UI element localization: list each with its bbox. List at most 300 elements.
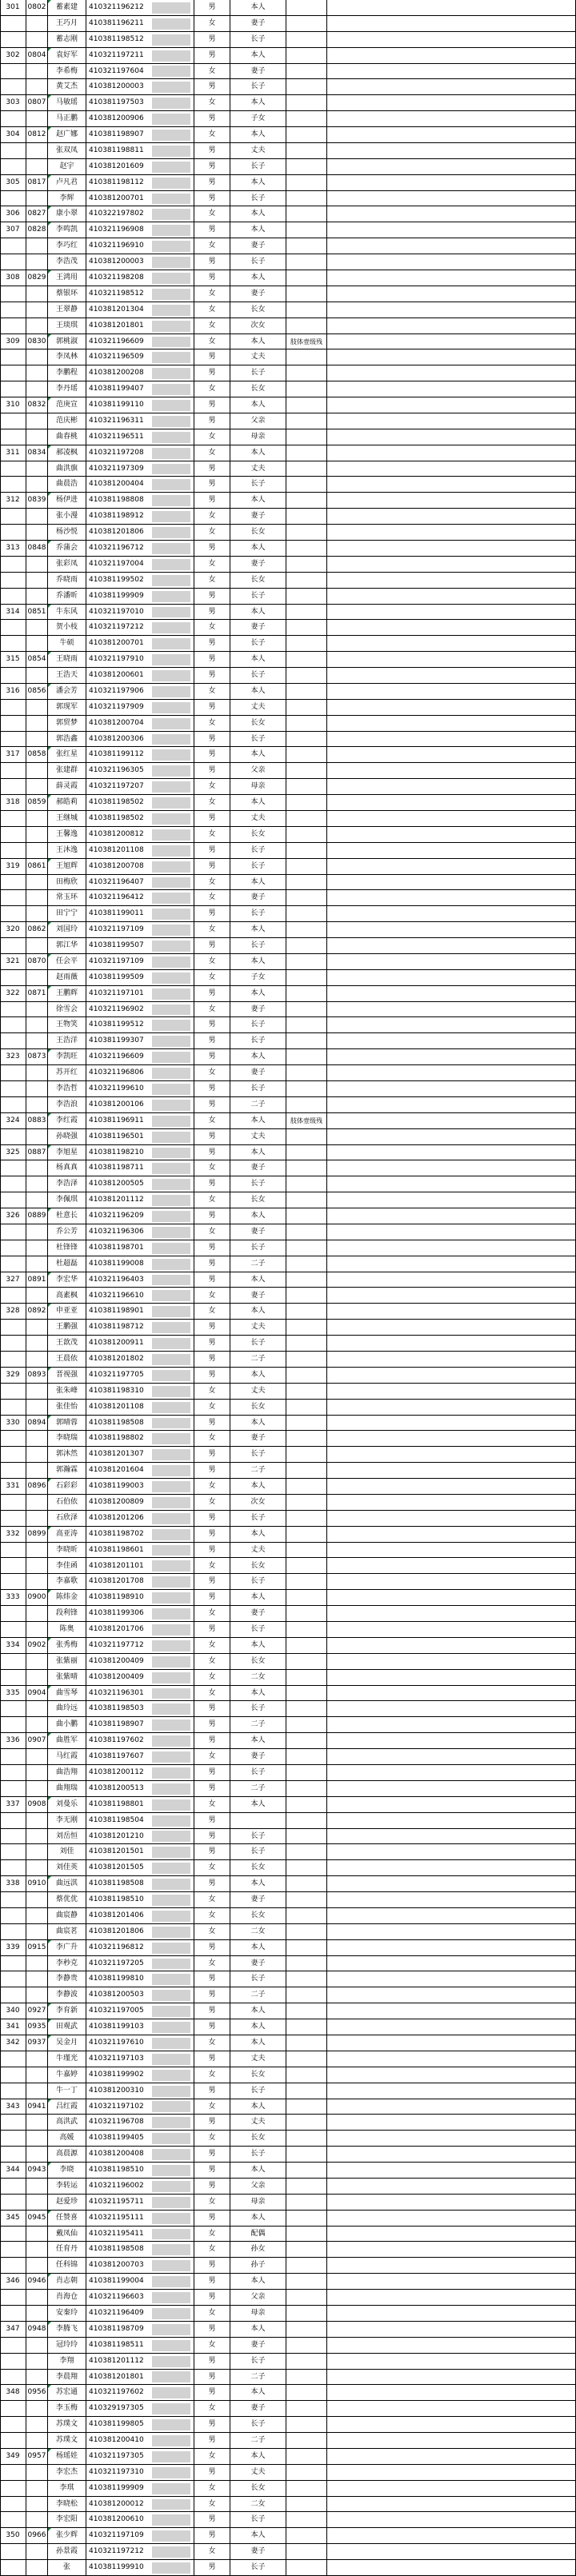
table-row [0, 143, 576, 159]
cell-name: 曲春桃 [55, 432, 78, 441]
cell-rel: 长子 [250, 2420, 266, 2429]
cell-id: 410381198508 [89, 1418, 144, 1427]
cell-comment-marker [48, 1686, 51, 1689]
id-redaction [152, 1592, 190, 1604]
id-redaction [152, 1211, 190, 1222]
cell-rel: 长子 [250, 369, 266, 377]
cell-name: 范庆彬 [55, 416, 78, 425]
table-row [0, 1686, 576, 1702]
id-redaction [152, 321, 190, 332]
cell-rel: 妻子 [250, 1752, 266, 1761]
cell-note [286, 238, 326, 254]
cell-note [286, 1829, 326, 1845]
cell-sex: 女 [208, 1561, 216, 1570]
cell-sex: 男 [208, 1132, 216, 1140]
cell-id: 410321197610 [89, 2038, 144, 2047]
table-row [0, 668, 576, 684]
id-redaction [152, 2562, 190, 2574]
cell-no [0, 318, 26, 334]
cell-rel: 二子 [250, 1100, 266, 1108]
cell-code [26, 2067, 47, 2083]
cell-note [286, 2497, 326, 2513]
cell-note [286, 859, 326, 875]
cell-note [286, 206, 326, 222]
id-redaction [152, 845, 190, 857]
cell-no: 334 [6, 1640, 20, 1649]
cell-sex: 男 [208, 1704, 216, 1713]
id-redaction [152, 146, 190, 157]
cell-note [286, 1908, 326, 1924]
cell-name: 张 [62, 2563, 70, 2572]
table-row [0, 1733, 576, 1749]
cell-code [26, 318, 47, 334]
cell-name: 戴凤仙 [55, 2229, 78, 2238]
cell-note [286, 747, 326, 763]
cell-sex: 男 [208, 2277, 216, 2286]
cell-sex: 男 [208, 146, 216, 154]
cell-id: 410321196910 [89, 242, 144, 250]
cell-comment-marker [48, 2274, 51, 2277]
cell-no [0, 2354, 26, 2370]
cell-sex: 女 [208, 337, 216, 345]
cell-comment-marker [48, 922, 51, 925]
table-row [0, 461, 576, 477]
cell-sex: 女 [208, 2547, 216, 2556]
cell-sex: 女 [208, 2070, 216, 2079]
cell-rel: 长女 [250, 1561, 266, 1570]
cell-no [0, 2051, 26, 2067]
cell-rel: 本人 [250, 448, 266, 457]
cell-sex: 女 [208, 2308, 216, 2317]
cell-id: 410321197208 [89, 448, 144, 457]
cell-name: 郭浩鑫 [55, 734, 78, 743]
id-redaction [152, 1863, 190, 1874]
cell-no [0, 2512, 26, 2528]
id-redaction [152, 1895, 190, 1906]
cell-id: 410381198802 [89, 1434, 144, 1443]
cell-id: 410381197503 [89, 98, 144, 107]
cell-rel: 妻子 [250, 1895, 266, 1904]
cell-rel: 本人 [250, 544, 266, 552]
cell-note [286, 1511, 326, 1527]
id-redaction [152, 1990, 190, 2001]
cell-code: 0957 [27, 2451, 46, 2460]
cell-note [286, 1320, 326, 1336]
cell-no [0, 191, 26, 207]
cell-note [286, 2512, 326, 2528]
cell-rel: 二女 [250, 1927, 266, 1935]
id-redaction [152, 1545, 190, 1556]
cell-id: 410381198801 [89, 1799, 144, 1808]
cell-rel: 长女 [250, 2070, 266, 2079]
cell-comment-marker [48, 1590, 51, 1593]
cell-id: 410381199512 [89, 1020, 144, 1029]
cell-note [286, 0, 326, 16]
id-redaction [152, 2546, 190, 2558]
cell-code: 0802 [27, 3, 46, 11]
cell-id: 410381199011 [89, 909, 144, 918]
cell-sex: 男 [208, 2023, 216, 2031]
cell-id: 410381201806 [89, 528, 144, 537]
cell-note [286, 1495, 326, 1511]
cell-no: 329 [6, 1370, 20, 1379]
id-redaction [152, 575, 190, 586]
cell-name: 杜锋锋 [55, 1243, 78, 1252]
cell-name: 肖志朝 [55, 2277, 78, 2286]
cell-note [286, 1717, 326, 1733]
cell-sex: 男 [208, 178, 216, 186]
cell-id: 410381200409 [89, 1672, 144, 1681]
cell-name: 杨伊进 [55, 496, 78, 505]
table-row [0, 48, 576, 64]
cell-no [0, 365, 26, 381]
cell-code [26, 890, 47, 906]
id-redaction [152, 1259, 190, 1270]
cell-id: 410321196412 [89, 893, 144, 902]
cell-comment-marker [48, 1527, 51, 1530]
cell-note [286, 95, 326, 111]
cell-sex: 男 [208, 2563, 216, 2572]
cell-id: 410381198508 [89, 1879, 144, 1888]
cell-note [286, 2003, 326, 2019]
id-redaction [152, 718, 190, 729]
cell-code [26, 2051, 47, 2067]
cell-code: 0893 [27, 1370, 46, 1379]
cell-no: 328 [6, 1307, 20, 1316]
cell-id: 410321197712 [89, 1640, 144, 1649]
cell-name: 苏璞文 [55, 2436, 78, 2445]
id-redaction [152, 2070, 190, 2081]
cell-id: 410329197305 [89, 2404, 144, 2413]
cell-sex: 男 [208, 353, 216, 361]
cell-name: 李鹏程 [55, 369, 78, 377]
table-row [0, 16, 576, 32]
cell-code [26, 1129, 47, 1145]
id-redaction [152, 1640, 190, 1651]
cell-note [286, 159, 326, 175]
cell-code [26, 668, 47, 684]
table-row [0, 1065, 576, 1081]
cell-no: 311 [6, 448, 20, 457]
cell-code [26, 365, 47, 381]
cell-no: 304 [6, 130, 20, 139]
cell-note [286, 1781, 326, 1797]
cell-no [0, 159, 26, 175]
cell-sex: 男 [208, 1545, 216, 1554]
cell-id: 410321195111 [89, 2213, 144, 2222]
table-row [0, 811, 576, 827]
cell-no [0, 1559, 26, 1575]
table-row [0, 684, 576, 700]
cell-id: 410321196908 [89, 226, 144, 234]
cell-name: 郭晴蓉 [55, 1418, 78, 1427]
cell-note [286, 1590, 326, 1606]
table-row [0, 700, 576, 716]
table-row [0, 1352, 576, 1368]
id-redaction [152, 2260, 190, 2271]
cell-id: 410321197212 [89, 623, 144, 632]
cell-no [0, 1097, 26, 1113]
id-redaction [152, 2483, 190, 2494]
cell-rel: 二子 [250, 1720, 266, 1729]
cell-code [26, 302, 47, 318]
cell-id: 410381197602 [89, 1736, 144, 1745]
cell-code [26, 827, 47, 843]
cell-name: 任赞喜 [55, 2213, 78, 2222]
cell-note [286, 557, 326, 573]
id-redaction [152, 209, 190, 220]
cell-sex: 男 [208, 464, 216, 473]
table-row [0, 2099, 576, 2115]
cell-no [0, 589, 26, 605]
cell-name: 牛瑾光 [55, 2054, 78, 2063]
cell-note [286, 636, 326, 652]
cell-rel: 本人 [250, 655, 266, 664]
cell-sex: 男 [208, 274, 216, 282]
cell-no [0, 906, 26, 922]
cell-id: 410321197604 [89, 66, 144, 75]
cell-code [26, 589, 47, 605]
cell-no [0, 2083, 26, 2099]
cell-id: 410381199112 [89, 750, 144, 759]
cell-no [0, 1701, 26, 1717]
id-redaction [152, 18, 190, 30]
cell-name: 高素枫 [55, 1291, 78, 1300]
cell-note [286, 1765, 326, 1781]
table-row [0, 2035, 576, 2051]
cell-rel: 本人 [250, 178, 266, 186]
cell-note [286, 1463, 326, 1479]
cell-id: 410381196501 [89, 1132, 144, 1140]
cell-id: 410321197103 [89, 2054, 144, 2063]
cell-sex: 男 [208, 1259, 216, 1268]
cell-rel: 本人 [250, 925, 266, 934]
cell-id: 410381200106 [89, 1100, 144, 1108]
table-row [0, 1113, 576, 1129]
cell-name: 蔡优优 [55, 1895, 78, 1904]
table-row [0, 1431, 576, 1447]
cell-rel: 母亲 [250, 2197, 266, 2206]
cell-no [0, 2338, 26, 2354]
cell-rel: 本人 [250, 607, 266, 616]
id-redaction [152, 972, 190, 984]
id-redaction [152, 2181, 190, 2192]
cell-no: 335 [6, 1688, 20, 1697]
cell-note [286, 1686, 326, 1702]
cell-note [286, 509, 326, 525]
cell-no [0, 2179, 26, 2195]
cell-name: 吕红霞 [55, 2102, 78, 2111]
cell-no [0, 1002, 26, 1018]
cell-name: 曲晨浩 [55, 480, 78, 489]
cell-rel: 妻子 [250, 893, 266, 902]
cell-sex: 女 [208, 512, 216, 521]
cell-rel: 本人 [250, 877, 266, 886]
cell-note [286, 302, 326, 318]
cell-comment-marker [48, 2449, 51, 2452]
cell-id: 410381201406 [89, 1911, 144, 1919]
cell-code [26, 811, 47, 827]
cell-id: 410381199910 [89, 2563, 144, 2572]
cell-name: 李晓瑞 [55, 1434, 78, 1443]
cell-rel: 长子 [250, 845, 266, 854]
cell-rel: 本人 [250, 1052, 266, 1061]
table-row [0, 605, 576, 621]
cell-rel: 本人 [250, 2451, 266, 2460]
cell-id: 410381199110 [89, 401, 144, 409]
cell-code: 0834 [27, 448, 46, 457]
cell-id: 410321197004 [89, 559, 144, 568]
table-row [0, 127, 576, 143]
cell-sex: 男 [208, 814, 216, 823]
cell-note [286, 541, 326, 557]
cell-sex: 女 [208, 1672, 216, 1681]
cell-no [0, 2242, 26, 2258]
cell-sex: 男 [208, 1847, 216, 1856]
table-row [0, 1829, 576, 1845]
cell-sex: 女 [208, 18, 216, 27]
cell-name: 郭江华 [55, 941, 78, 950]
cell-no: 315 [6, 655, 20, 664]
cell-rel: 长女 [250, 385, 266, 393]
cell-name: 任会平 [55, 957, 78, 965]
cell-code [26, 1987, 47, 2003]
cell-name: 马正鹏 [55, 114, 78, 123]
cell-no [0, 2433, 26, 2449]
cell-comment-marker [48, 795, 51, 798]
id-redaction [152, 511, 190, 522]
cell-id: 410381200306 [89, 734, 144, 743]
cell-name: 李巧红 [55, 242, 78, 250]
table-row [0, 2083, 576, 2099]
cell-sex: 男 [208, 2166, 216, 2175]
cell-sex: 女 [208, 1386, 216, 1395]
cell-code: 0887 [27, 1148, 46, 1156]
id-redaction [152, 2038, 190, 2049]
cell-code [26, 1654, 47, 1670]
id-redaction [152, 1911, 190, 1922]
cell-note [286, 1701, 326, 1717]
cell-rel: 母亲 [250, 432, 266, 441]
table-row [0, 1860, 576, 1876]
cell-id: 410381198502 [89, 798, 144, 807]
cell-note [286, 286, 326, 302]
cell-name: 李鸣凯 [55, 226, 78, 234]
table-row [0, 477, 576, 493]
cell-id: 410321196609 [89, 337, 144, 345]
cell-no: 301 [6, 3, 20, 11]
cell-code: 0902 [27, 1640, 46, 1649]
id-redaction [152, 1751, 190, 1763]
id-redaction [152, 1767, 190, 1779]
cell-code: 0828 [27, 226, 46, 234]
cell-sex: 男 [208, 1355, 216, 1364]
id-redaction [152, 988, 190, 1000]
cell-note [286, 827, 326, 843]
cell-sex: 男 [208, 2054, 216, 2063]
cell-rel: 长女 [250, 2134, 266, 2143]
cell-no [0, 1829, 26, 1845]
cell-no [0, 636, 26, 652]
cell-note [286, 461, 326, 477]
id-redaction [152, 464, 190, 475]
cell-note [286, 2131, 326, 2147]
cell-code [26, 2354, 47, 2370]
cell-note [286, 429, 326, 445]
cell-sex: 男 [208, 1975, 216, 1983]
cell-no [0, 875, 26, 891]
cell-rel: 妻子 [250, 1227, 266, 1236]
cell-name: 王浩天 [55, 671, 78, 680]
cell-code [26, 1097, 47, 1113]
table-row [0, 2290, 576, 2306]
cell-code [26, 2242, 47, 2258]
cell-id: 410321196609 [89, 1052, 144, 1061]
cell-no [0, 2067, 26, 2083]
cell-no: 347 [6, 2324, 20, 2333]
id-redaction [152, 909, 190, 920]
cell-rel: 长子 [250, 2515, 266, 2524]
cell-rel: 长子 [250, 1513, 266, 1522]
cell-rel: 二女 [250, 1672, 266, 1681]
cell-sex: 女 [208, 1863, 216, 1872]
cell-sex: 男 [208, 845, 216, 854]
cell-id: 410321196311 [89, 416, 144, 425]
cell-sex: 男 [208, 1323, 216, 1332]
cell-sex: 女 [208, 1895, 216, 1904]
table-row [0, 95, 576, 111]
cell-name: 牛一丁 [55, 2086, 78, 2095]
cell-id: 410381198701 [89, 1243, 144, 1252]
cell-code [26, 700, 47, 716]
cell-id: 410381199008 [89, 1259, 144, 1268]
cell-note [286, 589, 326, 605]
cell-rel: 妻子 [250, 2547, 266, 2556]
cell-rel: 长子 [250, 1180, 266, 1188]
cell-name: 王馨逸 [55, 829, 78, 838]
id-redaction [152, 2197, 190, 2208]
cell-rel: 本人 [250, 2102, 266, 2111]
id-redaction [152, 479, 190, 490]
cell-sex: 男 [208, 1720, 216, 1729]
cell-name: 王琰琪 [55, 321, 78, 329]
cell-id: 410321197205 [89, 1959, 144, 1967]
id-redaction [152, 686, 190, 697]
cell-comment-marker [48, 0, 51, 3]
cell-no [0, 2306, 26, 2322]
cell-rel: 妻子 [250, 559, 266, 568]
id-redaction [152, 2006, 190, 2017]
cell-rel: 长女 [250, 2483, 266, 2492]
cell-note [286, 1797, 326, 1813]
id-redaction [152, 2229, 190, 2240]
cell-code: 0907 [27, 1736, 46, 1745]
cell-sex: 女 [208, 432, 216, 441]
id-redaction [152, 2499, 190, 2510]
cell-note [286, 2067, 326, 2083]
id-redaction [152, 2530, 190, 2542]
cell-sex: 女 [208, 1752, 216, 1761]
cell-no: 324 [6, 1116, 20, 1124]
cell-name: 王物笑 [55, 1020, 78, 1029]
cell-rel: 本人 [250, 988, 266, 997]
id-redaction [152, 2514, 190, 2526]
cell-no [0, 381, 26, 397]
table-row [0, 334, 576, 350]
table-row [0, 795, 576, 811]
cell-note [286, 48, 326, 64]
cell-no [0, 1606, 26, 1622]
